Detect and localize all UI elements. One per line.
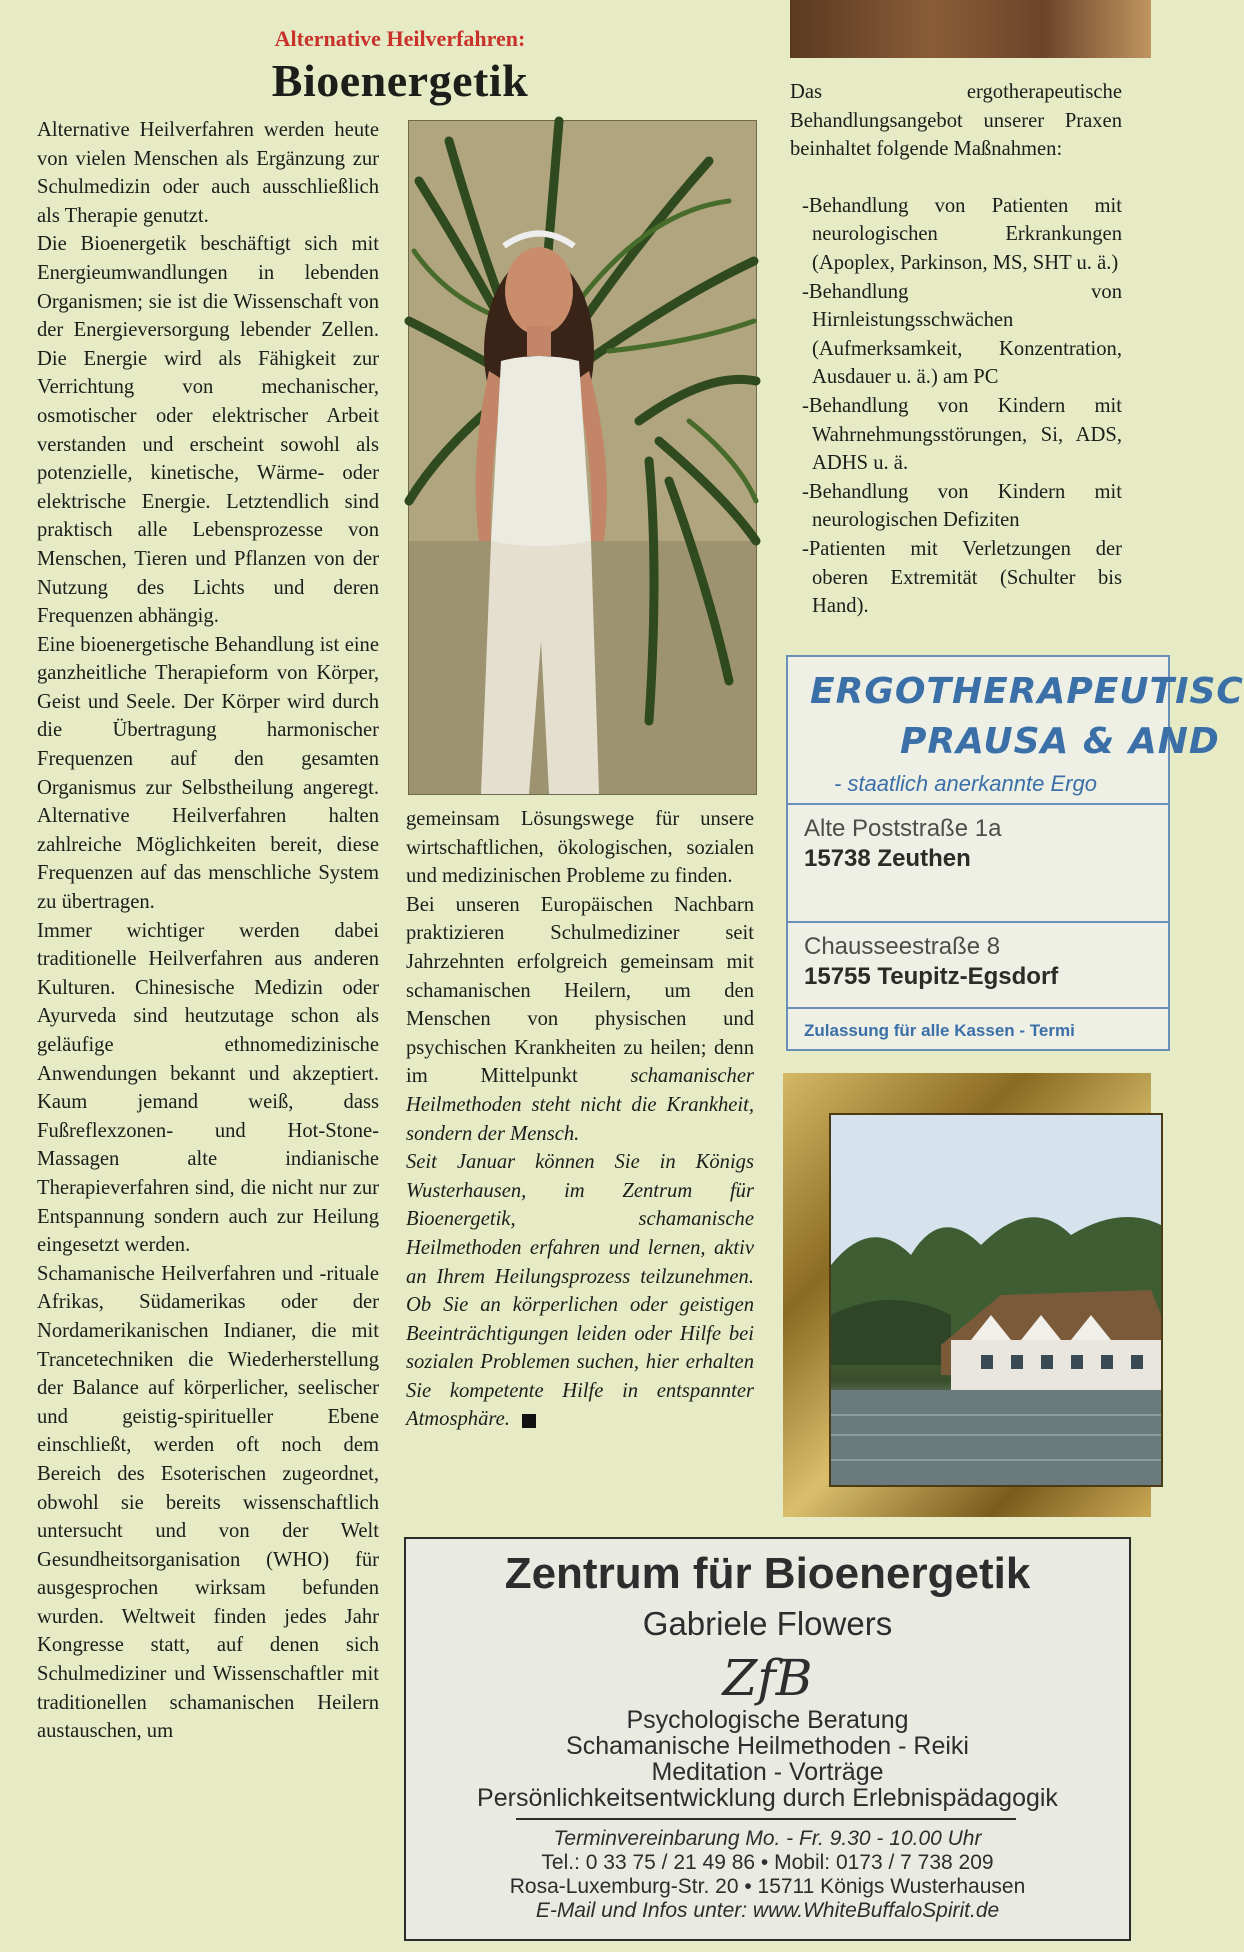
- article-italic-text: schamanischer Heilmethoden steht nicht die Krankheit, sondern der Mensch.: [406, 1065, 754, 1145]
- address-1-city-wrap: [804, 845, 971, 873]
- end-of-article-mark: [522, 1414, 536, 1428]
- article-paragraph: Alternative Heilverfahren werden heute von vielen Menschen als Ergänzung zur Schulmedizin oder auch ausschließlich als Therapie genutzt.: [37, 119, 379, 227]
- ad-subtitle: - staatlich anerkannte Ergo: [834, 771, 1097, 796]
- zentrum-address: Rosa-Luxemburg-Str. 20 • 15711 Königs Wusterhausen: [509, 1875, 1026, 1898]
- zentrum-owner-name: Gabriele Flowers: [642, 1605, 893, 1642]
- zentrum-logo: ZfB: [722, 1649, 813, 1707]
- portrait-photo: [408, 120, 757, 795]
- framed-lake-house-picture: [783, 1073, 1151, 1517]
- zentrum-service: Schamanische Heilmethoden - Reiki: [566, 1732, 969, 1760]
- article-italic-text: Seit Januar können Sie in Königs Wusterhausen, im Zentrum für Bioenergetik, schamanische Heilmethoden erfahren und lernen, aktiv an Ihrem Heilungsprozess teilzunehmen. Ob Sie an körperlichen oder geistigen Beeinträchtigungen leiden oder Hilfe bei sozialen Problemen suchen, hier erhalten Sie kompetente Hilfe in entspannter Atmosphäre.: [406, 1151, 754, 1431]
- article-column-2: [406, 805, 754, 1434]
- ad-divider: [788, 803, 1168, 805]
- service-item: -Patienten mit Verletzungen der oberen Extremität (Schulter bis Hand).: [802, 537, 1122, 618]
- article-column-1: [37, 116, 379, 1746]
- services-intro: Das ergotherapeutische Behandlungsangebot unserer Praxen beinhaltet folgende Maßnahmen:: [790, 81, 1122, 161]
- ad-title-line-1: ERGOTHERAPEUTISC: [810, 671, 1244, 712]
- zentrum-title: Zentrum für Bioenergetik: [504, 1549, 1031, 1598]
- article-paragraph: Immer wichtiger werden dabei traditionelle Heilverfahren aus anderen Kulturen. Chinesische Medizin oder Ayurveda sind heutzutage schon als geläufige ethnomedizinische Anwendungen bekannt und akzeptiert. Kaum jemand weiß, dass Fußreflexzonen- und Hot-Stone-Massagen alte indianische Therapieverfahren sind, die nicht nur zur Entspannung sondern auch zur Heilung eingesetzt werden.: [37, 919, 379, 1257]
- zentrum-phone: Tel.: 0 33 75 / 21 49 86 • Mobil: 0173 / 7 738 209: [541, 1851, 994, 1874]
- ergotherapy-advertisement: [786, 655, 1244, 1051]
- service-item: -Behandlung von Hirnleistungsschwächen (Aufmerksamkeit, Konzentration, Ausdauer u. ä.) am PC: [802, 280, 1122, 389]
- article-title: Bioenergetik: [271, 55, 529, 106]
- article-column-3: [790, 78, 1122, 621]
- ad-footer: Zulassung für alle Kassen - Termi: [804, 1021, 1075, 1040]
- ad-divider: [788, 1007, 1168, 1009]
- address-1-street: Alte Poststraße 1a: [804, 815, 1002, 842]
- address-2-city: 15755 Teupitz-Egsdorf: [804, 963, 1059, 990]
- article-paragraph: [406, 1148, 754, 1434]
- article-paragraph: [406, 891, 754, 1148]
- article-paragraph: Eine bioenergetische Behandlung ist eine ganzheitliche Therapieform von Körper, Geist und Seele. Der Körper wird durch die Übertragung harmonischer Frequenzen auf den gesamten Organismus zur Selbstheilung angeregt. Alternative Heilverfahren halten zahlreiche Möglichkeiten bereit, diese Frequenzen auf das menschliche System zu übertragen.: [37, 633, 379, 914]
- zentrum-service: Meditation - Vorträge: [651, 1758, 884, 1786]
- article-paragraph: Die Bioenergetik beschäftigt sich mit Energieumwandlungen in lebenden Organismen; sie ist die Wissenschaft von der Energieversorgung lebender Zellen. Die Energie wird als Fähigkeit zur Verrichtung von mechanischer, osmotischer oder elektrischer Arbeit verstanden und erscheint sowohl als potenzielle, kinetische, Wärme- oder elektrische Energie. Letztendlich sind praktisch alle Lebensprozesse von Menschen, Tieren und Pflanzen von der Nutzung des Lichts und deren Frequenzen abhängig.: [37, 233, 379, 628]
- lake-house-image: [829, 1113, 1163, 1487]
- zentrum-hours: Terminvereinbarung Mo. - Fr. 9.30 - 10.00 Uhr: [553, 1827, 982, 1850]
- address-2-street: Chausseestraße 8: [804, 933, 1001, 960]
- service-item: -Behandlung von Kindern mit Wahrnehmungsstörungen, Si, ADS, ADHS u. ä.: [802, 394, 1122, 475]
- zentrum-web: E-Mail und Infos unter: www.WhiteBuffaloSpirit.de: [535, 1899, 1000, 1922]
- service-item: -Behandlung von Kindern mit neurologischen Defiziten: [802, 480, 1122, 532]
- zentrum-service: Psychologische Beratung: [626, 1706, 909, 1734]
- cropped-photo-top-right: [790, 0, 1151, 58]
- zentrum-advertisement: [404, 1537, 1131, 1941]
- article-kicker: Alternative Heilverfahren:: [274, 26, 526, 51]
- address-2-city-wrap: [804, 963, 1058, 991]
- article-paragraph: Schamanische Heilverfahren und -rituale Afrikas, Südamerikas oder der Nordamerikanischen Indianer, die mit Trancetechniken die Wiederherstellung der Balance auf körperlicher, seelischer und geistig-spiritueller Ebene einschließt, werden oft noch dem Bereich des Esoterischen zugeordnet, obwohl sie bereits wissenschaftlich untersucht und von der Welt Gesundheitsorganisation (WHO) für ausgesprochen wirksam befunden wurden. Weltweit finden jedes Jahr Kongresse statt, auf denen sich Schulmediziner und Wissenschaftler mit traditionellen schamanischen Heilern austauschen, um: [37, 1262, 379, 1743]
- article-text: Bei unseren Europäischen Nachbarn praktizieren Schulmediziner seit Jahrzehnten erfolgreich gemeinsam mit schamanischen Heilern, um den Menschen von physischen und psychischen Krankheiten zu heilen; denn im Mittelpunkt: [406, 893, 754, 1088]
- zentrum-divider: [516, 1818, 1016, 1820]
- article-paragraph: gemeinsam Lösungswege für unsere wirtschaftlichen, ökologischen, sozialen und medizinischen Probleme zu finden.: [406, 808, 754, 888]
- service-item: -Behandlung von Patienten mit neurologischen Erkrankungen (Apoplex, Parkinson, MS, SHT u. ä.): [802, 194, 1122, 274]
- ad-divider: [788, 921, 1168, 923]
- zentrum-service: Persönlichkeitsentwicklung durch Erlebnispädagogik: [477, 1784, 1058, 1812]
- address-1-city: 15738 Zeuthen: [804, 845, 971, 872]
- ad-title-line-2: PRAUSA & AND: [900, 721, 1220, 762]
